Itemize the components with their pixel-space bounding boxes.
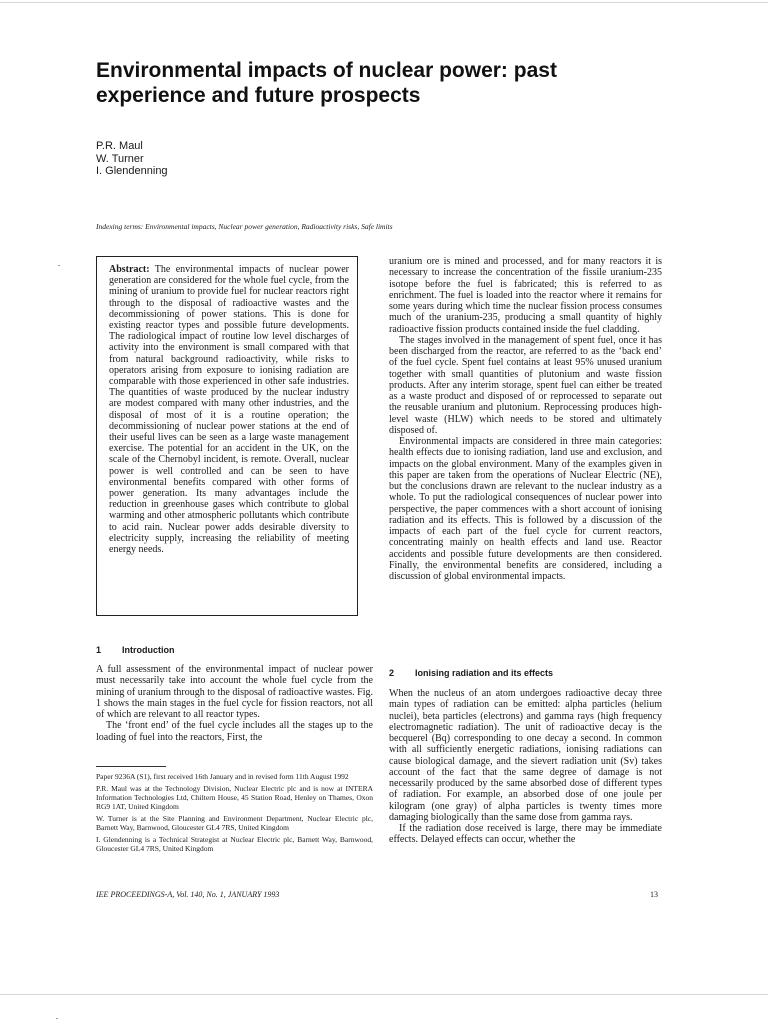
bottom-divider — [0, 994, 768, 995]
paper-title: Environmental impacts of nuclear power: past experience and future prospects — [96, 59, 557, 107]
journal-reference: IEE PROCEEDINGS-A, Vol. 140, No. 1, JANUARY 1993 — [96, 890, 280, 899]
section-1-heading — [96, 645, 175, 655]
scan-mark — [56, 1018, 58, 1019]
body-paragraph: If the radiation dose received is large, there may be immediate effects. Delayed effects can occur, whether the — [389, 823, 662, 846]
body-paragraph: Environmental impacts are considered in three main categories: health effects due to ionising radiation, land use and exclusion, and impacts on the global environment. Many of the examples given in this paper are taken from the operations of Nuclear Electric (NE), but the conclusions drawn are relevant to the nuclear industry as a whole. To put the radiological consequences of nuclear power into perspective, the paper commences with a short account of ionising radiation and its effects. This is followed by a discussion of the impacts of each part of the fuel cycle for current reactors, concentrating mainly on health effects and land use. Reactor accidents and possible future developments are then considered. Finally, the environmental benefits are considered, including a discussion of global environmental impacts. — [389, 436, 662, 582]
body-paragraph: The ‘front end’ of the fuel cycle includes all the stages up to the loading of fuel into the reactors, First, the — [96, 720, 373, 743]
section-1-body — [96, 664, 373, 743]
footnotes — [96, 772, 373, 856]
section-2-heading — [389, 668, 553, 678]
body-paragraph: When the nucleus of an atom undergoes radioactive decay three main types of radiation can be emitted: alpha particles (helium nuclei), beta particles (electrons) and gamma rays (high frequency electromagnetic radiation). The unit of radioactive decay is the becquerel (Bq) corresponding to one decay a second. In common with all sufficiently energetic radiations, ionising radiations can cause biological damage, and the sievert radiation unit (Sv) takes account of the fact that the same degree of damage is not necessarily produced by the same absorbed dose of different types of radiation. For example, an absorbed dose of one joule per kilogram (one gray) of alpha particles is twenty times more damaging biologically than the same dose from gamma rays. — [389, 688, 662, 823]
author-name: P.R. Maul — [96, 140, 143, 152]
scan-mark — [58, 265, 60, 266]
body-paragraph: The stages involved in the management of spent fuel, once it has been discharged from the reactor, are referred to as the ‘back end’ of the fuel cycle. Spent fuel contains at least 95% unused uranium together with small quantities of plutonium and waste fission products. After any interim storage, spent fuel can either be treated as a waste product and disposed of or reprocessed to separate out the reusable uranium and plutonium. Reprocessing produces high-level waste (HLW) which needs to be stored and ultimately disposed of. — [389, 334, 662, 436]
author-name: W. Turner — [96, 152, 144, 165]
footnote: I. Glendenning is a Technical Strategist at Nuclear Electric plc, Barnett Way, Barnwood, Gloucester GL4 7RS, United Kingdom — [96, 835, 373, 853]
body-paragraph: uranium ore is mined and processed, and for many reactors it is necessary to increase the concentration of the fissile uranium-235 isotope before the fuel is fabricated; this is referred to as enrichment. The fuel is loaded into the reactor where it remains for some years during which time the nuclear fission process consumes much of the uranium-235, producing a small quantity of highly radioactive fission products contained inside the fuel cladding. — [389, 256, 662, 335]
right-column-body — [389, 256, 662, 582]
body-paragraph: A full assessment of the environmental impact of nuclear power must necessarily take into account the whole fuel cycle from the mining of uranium through to the disposal of radioactive wastes. Fig. 1 shows the main stages in the fuel cycle for fission reactors, not all of which are relevant to all reactor types. — [96, 664, 373, 720]
abstract-text: The environmental impacts of nuclear power generation are considered for the whole fuel cycle, from the mining of uranium to provide fuel for nuclear reactors right through to the disposal of radioactive wastes and the decommissioning of power stations. This is done for existing reactor types and possible future developments. The radiological impact of routine low level discharges of activity into the environment is small compared with that from natural background radioactivity, while risks to operators arising from exposure to ionising radiation are comparable with those experienced in other safe industries. The quantities of waste produced by the nuclear industry are modest compared with many other industries, and the disposal of most of it is a routine operation; the decommissioning of nuclear power stations at the end of their useful lives can be seen as a large waste management exercise. The potential for an accident in the UK, on the scale of the Chernobyl incident, is remote. Overall, nuclear power is well controlled and can be seen to have environmental benefits compared with other forms of power generation. Its many advantages include the reduction in greenhouse gases which contribute to global warming and other atmospheric pollutants which contribute to acid rain. Nuclear power adds desirable diversity to electricity supply, increasing the reliability of meeting energy needs. — [109, 264, 349, 556]
section-title: Introduction — [122, 645, 175, 655]
footnote-rule — [96, 766, 166, 767]
section-2-body — [389, 688, 662, 846]
section-number: 2 — [389, 668, 395, 678]
abstract-label: Abstract: — [109, 264, 150, 275]
footnote: W. Turner is at the Site Planning and Environment Department, Nuclear Electric plc, Barnett Way, Barnwood, Gloucester GL4 7RS, United Kingdom — [96, 814, 373, 832]
indexing-terms: Indexing terms: Environmental impacts, Nuclear power generation, Radioactivity risks, Safe limits — [96, 222, 393, 231]
author-list — [96, 140, 168, 178]
footnote: Paper 9236A (S1), first received 16th January and in revised form 11th August 1992 — [96, 772, 349, 781]
footnote: P.R. Maul was at the Technology Division, Nuclear Electric plc and is now at INTERA Information Technologies Ltd, Chiltern House, 45 Station Road, Henley on Thames, Oxon RG9 1AT, United Kingdom — [96, 784, 373, 811]
section-number: 1 — [96, 645, 102, 655]
abstract-box — [96, 256, 358, 616]
top-divider — [0, 2, 768, 3]
page-number: 13 — [650, 890, 658, 899]
section-title: Ionising radiation and its effects — [415, 668, 554, 678]
author-name: I. Glendenning — [96, 165, 168, 177]
